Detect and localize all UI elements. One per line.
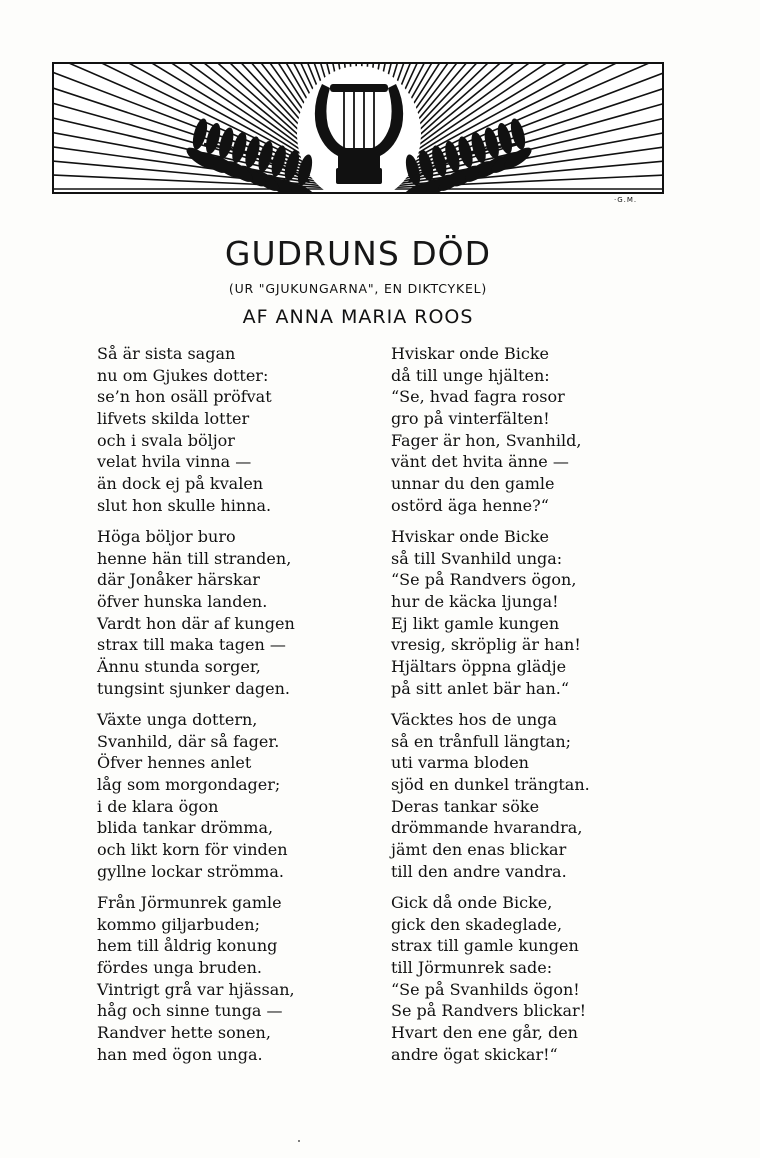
stanza (97, 526, 367, 709)
stanza (391, 892, 651, 1075)
verse-line: öfver hunska landen. (97, 592, 268, 612)
verse-line: Deras tankar söke (391, 796, 540, 816)
verse-line: Hvart den ene går, den (391, 1023, 578, 1043)
verse-line: ostörd äga henne?“ (391, 495, 549, 515)
verse-line: än dock ej på kvalen (97, 474, 264, 494)
verse-line: fördes unga bruden. (97, 958, 262, 978)
verse-line: Vintrigt grå var hjässan, (97, 979, 295, 999)
verse-line: Vardt hon där af kungen (97, 613, 295, 633)
verse-line: strax till maka tagen — (97, 635, 286, 655)
verse-line: till den andre vandra. (391, 861, 567, 881)
verse-line: strax till gamle kungen (391, 936, 579, 956)
verse-line: han med ögon unga. (97, 1044, 263, 1064)
poem-title: GUDRUNS DÖD (224, 234, 492, 273)
poem-author: AF ANNA MARIA ROOS (242, 306, 474, 328)
verse-line: se’n hon osäll pröfvat (97, 387, 272, 407)
verse-line: hem till åldrig konung (97, 936, 278, 956)
verse-line: “Se på Svanhilds ögon! (391, 979, 580, 999)
stanza (391, 709, 651, 892)
verse-line: Randver hette sonen, (97, 1023, 271, 1043)
verse-line: Gick då onde Bicke, (391, 893, 553, 912)
verse-line: gyllne lockar strömma. (97, 861, 284, 881)
right-column (391, 343, 651, 1075)
verse-line: lifvets skilda lotter (97, 409, 250, 429)
stanza (391, 343, 651, 526)
verse-line: kommo giljarbuden; (97, 914, 260, 934)
verse-line: och likt korn för vinden (97, 840, 288, 860)
verse-line: Svanhild, där så fager. (97, 731, 280, 751)
artist-monogram: ·G.M. (614, 196, 638, 204)
stanza (97, 343, 367, 526)
verse-line: henne hän till stranden, (97, 548, 292, 568)
verse-line: Se på Randvers blickar! (391, 1001, 587, 1021)
verse-line: slut hon skulle hinna. (97, 495, 272, 515)
verse-line: Ännu stunda sorger, (97, 657, 261, 677)
verse-line: Ej likt gamle kungen (391, 613, 560, 633)
verse-line: till Jörmunrek sade: (391, 958, 553, 978)
verse-line: då till unge hjälten: (391, 365, 550, 385)
verse-line: uti varma bloden (391, 753, 529, 773)
verse-line: vänt det hvita änne — (391, 452, 569, 472)
header-ornament (52, 62, 664, 194)
verse-line: Hviskar onde Bicke (391, 527, 550, 546)
page-speck (298, 1140, 300, 1142)
verse-line: “Se på Randvers ögon, (391, 570, 577, 590)
verse-line: Öfver hennes anlet (97, 753, 252, 773)
stanza (97, 892, 367, 1075)
verse-line: gro på vinterfälten! (391, 409, 550, 429)
verse-line: där Jonåker härskar (97, 570, 260, 590)
verse-line: Väcktes hos de unga (391, 710, 557, 729)
verse-line: nu om Gjukes dotter: (97, 365, 269, 385)
verse-line: på sitt anlet bär han.“ (391, 678, 570, 698)
verse-line: Fager är hon, Svanhild, (391, 430, 582, 450)
stanza (391, 526, 651, 709)
verse-line: sjöd en dunkel trängtan. (391, 775, 590, 795)
verse-line: drömmande hvarandra, (391, 818, 583, 838)
stanza (97, 709, 367, 892)
verse-line: blida tankar drömma, (97, 818, 274, 838)
verse-line: vresig, skröplig är han! (391, 635, 581, 655)
verse-line: gick den skadeglade, (391, 914, 563, 934)
verse-line: velat hvila vinna — (97, 452, 252, 472)
verse-line: och i svala böljor (97, 430, 235, 450)
verse-line: håg och sinne tunga — (97, 1001, 283, 1021)
verse-line: Höga böljor buro (97, 527, 236, 546)
verse-line: tungsint sjunker dagen. (97, 678, 290, 698)
verse-line: unnar du den gamle (391, 474, 555, 494)
verse-line: Hviskar onde Bicke (391, 344, 550, 363)
verse-line: andre ögat skickar!“ (391, 1044, 558, 1064)
left-column (97, 343, 367, 1075)
verse-line: i de klara ögon (97, 796, 219, 816)
verse-line: hur de käcka ljunga! (391, 592, 559, 612)
verse-line: Så är sista sagan (97, 344, 236, 363)
verse-line: jämt den enas blickar (391, 840, 567, 860)
verse-line: Från Jörmunrek gamle (97, 893, 282, 912)
poem-subtitle: (UR "GJUKUNGARNA", EN DIKTCYKEL) (228, 281, 488, 296)
verse-line: Hjältars öppna glädje (391, 657, 567, 677)
verse-line: så till Svanhild unga: (391, 548, 563, 568)
verse-line: Växte unga dottern, (97, 710, 258, 729)
verse-line: låg som morgondager; (97, 775, 281, 795)
verse-line: så en trånfull längtan; (391, 731, 572, 751)
verse-line: “Se, hvad fagra rosor (391, 387, 565, 407)
